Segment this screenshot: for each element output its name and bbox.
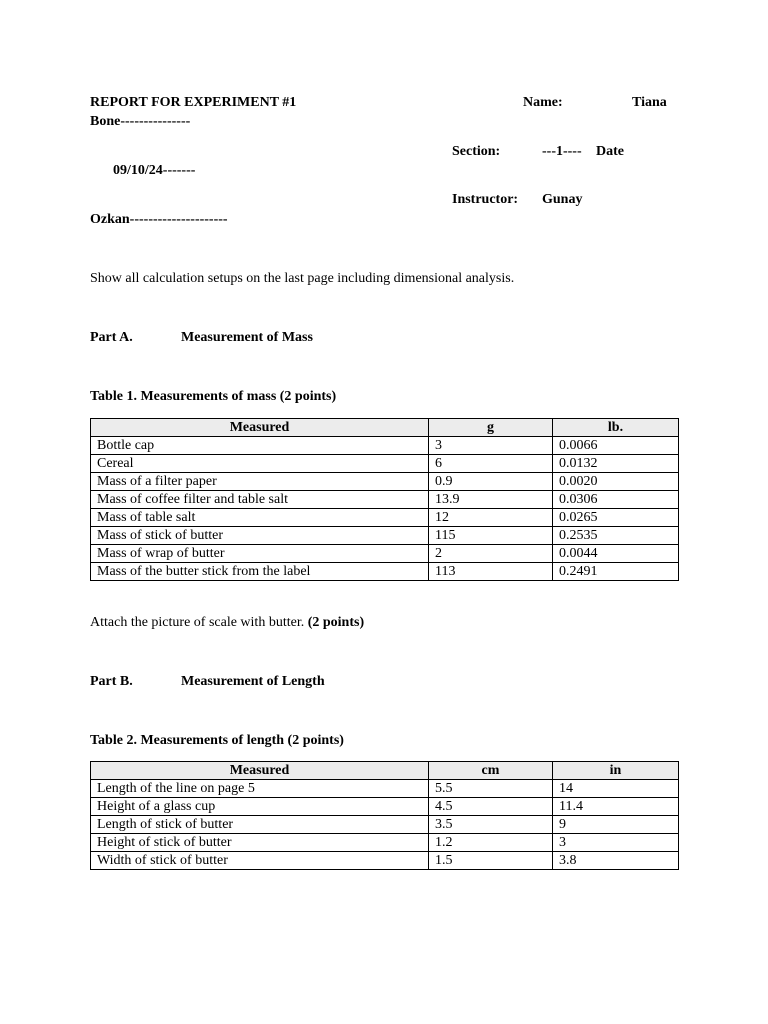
part-a-label: Part A.	[90, 330, 133, 345]
table-row	[91, 816, 679, 834]
cell-measured: Mass of table salt	[91, 509, 429, 527]
cell-cm: 4.5	[429, 798, 553, 816]
date-label: Date	[596, 144, 624, 159]
table-row	[91, 852, 679, 870]
column-header: g	[429, 419, 553, 437]
table-row	[91, 437, 679, 455]
section-value: ---1----	[542, 144, 582, 159]
cell-measured: Mass of stick of butter	[91, 527, 429, 545]
cell-grams: 3	[429, 437, 553, 455]
cell-pounds: 0.0265	[553, 509, 679, 527]
table-header-row	[91, 762, 679, 780]
table-row	[91, 798, 679, 816]
name-value: Tiana	[632, 95, 667, 110]
attach-text: Attach the picture of scale with butter.	[90, 615, 308, 630]
cell-pounds: 0.2535	[553, 527, 679, 545]
cell-cm: 5.5	[429, 780, 553, 798]
cell-grams: 113	[429, 563, 553, 581]
cell-pounds: 0.0044	[553, 545, 679, 563]
cell-pounds: 0.0306	[553, 491, 679, 509]
mass-table	[90, 418, 679, 581]
instructor-value-continued: Ozkan---------------------	[90, 212, 228, 227]
column-header: Measured	[91, 419, 429, 437]
section-label: Section:	[452, 144, 501, 159]
instructor-value: Gunay	[542, 192, 583, 207]
table-2-caption: Table 2. Measurements of length (2 points)	[90, 733, 344, 748]
cell-grams: 13.9	[429, 491, 553, 509]
cell-measured: Cereal	[91, 455, 429, 473]
cell-grams: 6	[429, 455, 553, 473]
cell-measured: Mass of a filter paper	[91, 473, 429, 491]
cell-pounds: 0.0132	[553, 455, 679, 473]
cell-cm: 1.2	[429, 834, 553, 852]
table-row	[91, 473, 679, 491]
table-row	[91, 455, 679, 473]
cell-measured: Width of stick of butter	[91, 852, 429, 870]
cell-grams: 2	[429, 545, 553, 563]
table-row	[91, 527, 679, 545]
part-b-label: Part B.	[90, 674, 133, 689]
cell-measured: Mass of wrap of butter	[91, 545, 429, 563]
report-title: REPORT FOR EXPERIMENT #1	[90, 95, 297, 110]
cell-measured: Height of stick of butter	[91, 834, 429, 852]
cell-cm: 3.5	[429, 816, 553, 834]
cell-measured: Height of a glass cup	[91, 798, 429, 816]
cell-measured: Mass of coffee filter and table salt	[91, 491, 429, 509]
name-label: Name:	[523, 95, 563, 110]
table-header-row	[91, 419, 679, 437]
table-row	[91, 491, 679, 509]
cell-in: 11.4	[553, 798, 679, 816]
table-row	[91, 780, 679, 798]
table-row	[91, 509, 679, 527]
cell-grams: 12	[429, 509, 553, 527]
cell-pounds: 0.0066	[553, 437, 679, 455]
cell-measured: Mass of the butter stick from the label	[91, 563, 429, 581]
cell-measured: Length of stick of butter	[91, 816, 429, 834]
instructor-label: Instructor:	[452, 192, 519, 207]
cell-grams: 115	[429, 527, 553, 545]
cell-in: 9	[553, 816, 679, 834]
cell-cm: 1.5	[429, 852, 553, 870]
table-row	[91, 563, 679, 581]
table-row	[91, 834, 679, 852]
length-table	[90, 761, 679, 870]
cell-measured: Bottle cap	[91, 437, 429, 455]
cell-in: 3.8	[553, 852, 679, 870]
attach-points: (2 points)	[307, 615, 365, 630]
column-header: in	[553, 762, 679, 780]
date-value: 09/10/24-------	[113, 163, 196, 178]
cell-pounds: 0.2491	[553, 563, 679, 581]
part-b-title: Measurement of Length	[181, 674, 325, 689]
table-1-caption: Table 1. Measurements of mass (2 points)	[90, 389, 337, 404]
intro-text: Show all calculation setups on the last page including dimensional analysis.	[90, 271, 515, 286]
part-a-title: Measurement of Mass	[181, 330, 313, 345]
column-header: Measured	[91, 762, 429, 780]
cell-in: 14	[553, 780, 679, 798]
table-row	[91, 545, 679, 563]
column-header: lb.	[553, 419, 679, 437]
column-header: cm	[429, 762, 553, 780]
cell-grams: 0.9	[429, 473, 553, 491]
name-value-continued: Bone---------------	[90, 114, 191, 129]
cell-measured: Length of the line on page 5	[91, 780, 429, 798]
cell-in: 3	[553, 834, 679, 852]
attach-instruction	[90, 615, 364, 631]
cell-pounds: 0.0020	[553, 473, 679, 491]
